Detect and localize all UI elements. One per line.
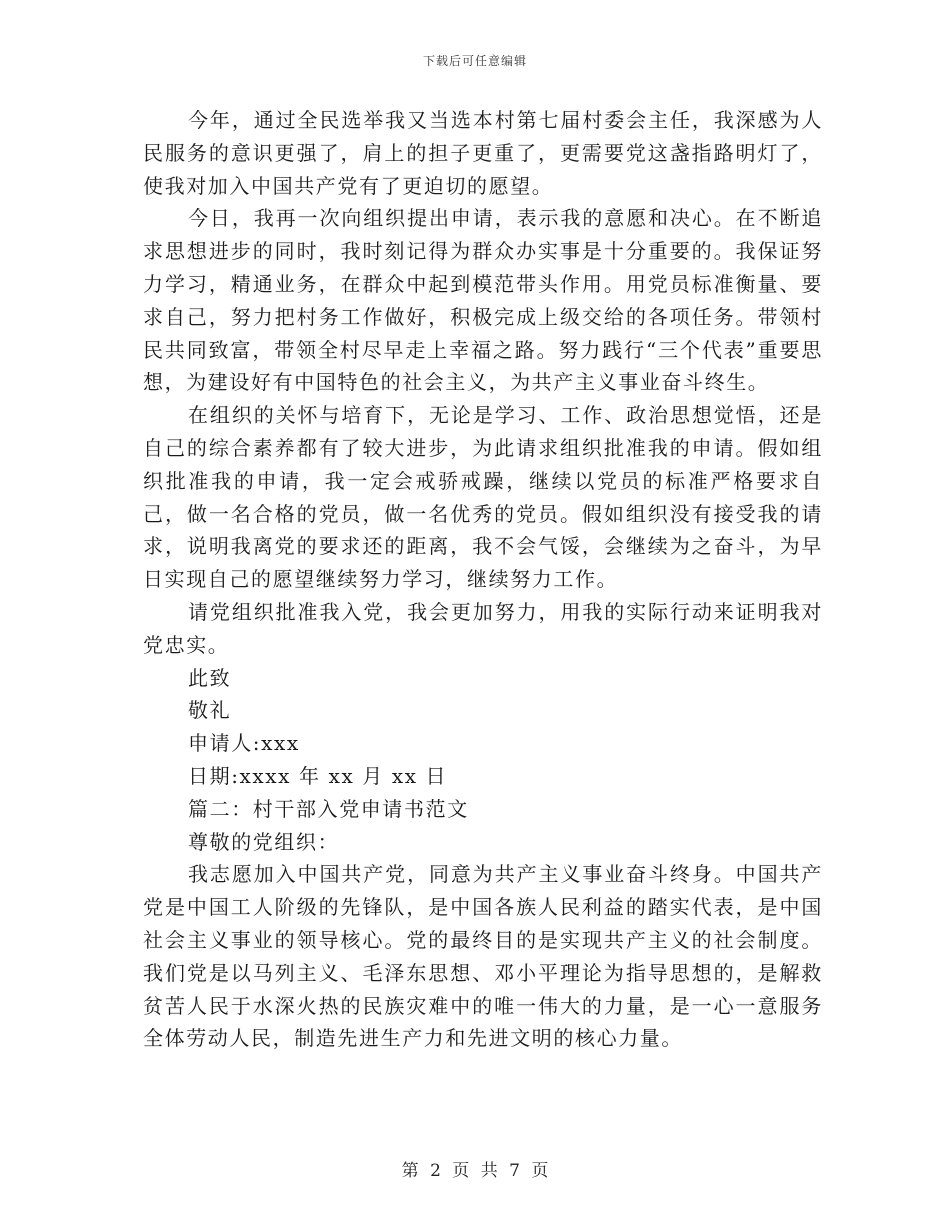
section-2-salutation: 尊敬的党组织： [188,829,340,854]
paragraph-4: 请党组织批准我入党，我会更加努力，用我的实际行动来证明我对党忠实。 [143,599,823,657]
paragraph-1: 今年，通过全民选举我又当选本村第七届村委会主任，我深感为人民服务的意识更强了，肩上的担子更重了，更需要党这盏指路明灯了，使我对加入中国共产党有了更迫切的愿望。 [143,108,823,198]
applicant-line: 申请人:xxx [188,731,300,756]
paragraph-2: 今日，我再一次向组织提出申请，表示我的意愿和决心。在不断追求思想进步的同时，我时刻记得为群众办实事是十分重要的。我保证努力学习，精通业务，在群众中起到模范带头作用。用党员标准衡量、要求自己，努力把村务工作做好，积极完成上级交给的各项任务。带领村民共同致富，带领全村尽早走上幸福之路。努力践行“三个代表”重要思想，为建设好有中国特色的社会主义，为共产主义事业奋斗终生。 [143,206,823,395]
section-2-title: 篇二：村干部入党申请书范文 [188,796,469,821]
section-2-paragraph: 我志愿加入中国共产党，同意为共产主义事业奋斗终身。中国共产党是中国工人阶级的先锋队，是中国各族人民利益的踏实代表，是中国社会主义事业的领导核心。党的最终目的是实现共产主义的社会制度。我们党是以马列主义、毛泽东思想、邓小平理论为指导思想的，是解救贫苦人民于水深火热的民族灾难中的唯一伟大的力量，是一心一意服务全体劳动人民，制造先进生产力和先进文明的核心力量。 [143,862,823,1051]
page-number: 第 2 页 共 7 页 [401,1161,549,1181]
date-line: 日期:xxxx 年 xx 月 xx 日 [188,763,448,788]
document-body [143,104,823,1055]
closing-jingli: 敬礼 [188,698,232,723]
paragraph-3: 在组织的关怀与培育下，无论是学习、工作、政治思想觉悟，还是自己的综合素养都有了较大进步，为此请求组织批准我的申请。假如组织批准我的申请，我一定会戒骄戒躁，继续以党员的标准严格要求自己，做一名合格的党员，做一名优秀的党员。假如组织没有接受我的请求，说明我离党的要求还的距离，我不会气馁，会继续为之奋斗，为早日实现自己的愿望继续努力学习，继续努力工作。 [143,403,823,592]
closing-cizhi: 此致 [188,665,232,690]
page-header: 下载后可任意编辑 [422,54,527,68]
